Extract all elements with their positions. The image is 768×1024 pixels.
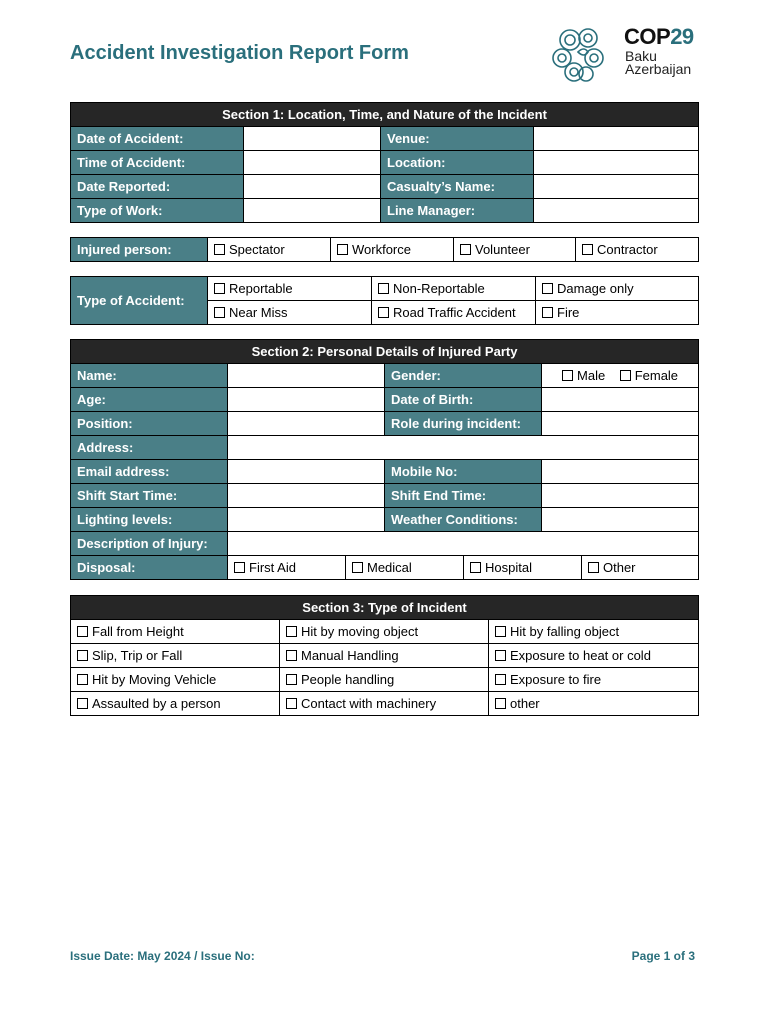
weather-label: Weather Conditions: xyxy=(385,508,542,532)
option-other[interactable] xyxy=(582,556,699,580)
option-people-handling[interactable] xyxy=(280,668,489,692)
gender-label: Gender: xyxy=(385,364,542,388)
checkbox-icon[interactable] xyxy=(542,283,553,294)
option-hit-by-moving-object[interactable] xyxy=(280,620,489,644)
logo-wordmark: COP29 xyxy=(624,24,694,49)
option-label: Near Miss xyxy=(229,305,288,320)
option-label: Exposure to fire xyxy=(510,672,602,687)
venue-field[interactable] xyxy=(534,127,699,151)
option-non-reportable[interactable] xyxy=(372,277,536,301)
swirl-emblem-icon xyxy=(553,29,603,81)
shift-end-label: Shift End Time: xyxy=(385,484,542,508)
name-field[interactable] xyxy=(228,364,385,388)
checkbox-icon[interactable] xyxy=(286,626,297,637)
type-of-work-label: Type of Work: xyxy=(71,199,244,223)
mobile-field[interactable] xyxy=(542,460,699,484)
option-other-incident[interactable] xyxy=(489,692,699,716)
option-male[interactable] xyxy=(562,368,605,383)
checkbox-icon[interactable] xyxy=(352,562,363,573)
shift-end-field[interactable] xyxy=(542,484,699,508)
section2-table xyxy=(70,339,699,556)
injury-description-field[interactable] xyxy=(228,532,699,556)
dob-field[interactable] xyxy=(542,388,699,412)
option-label: Assaulted by a person xyxy=(92,696,221,711)
date-reported-label: Date Reported: xyxy=(71,175,244,199)
option-volunteer[interactable] xyxy=(454,238,576,262)
option-medical[interactable] xyxy=(346,556,464,580)
option-fire[interactable] xyxy=(536,301,699,325)
shift-start-field[interactable] xyxy=(228,484,385,508)
casualty-name-label: Casualty’s Name: xyxy=(381,175,534,199)
injury-description-label: Description of Injury: xyxy=(71,532,228,556)
option-reportable[interactable] xyxy=(208,277,372,301)
checkbox-icon[interactable] xyxy=(286,674,297,685)
option-label: Fall from Height xyxy=(92,624,184,639)
mobile-label: Mobile No: xyxy=(385,460,542,484)
lighting-field[interactable] xyxy=(228,508,385,532)
option-exposure-heat-cold[interactable] xyxy=(489,644,699,668)
option-label: Hit by falling object xyxy=(510,624,620,639)
role-label: Role during incident: xyxy=(385,412,542,436)
injured-person-label: Injured person: xyxy=(71,238,208,262)
option-label: Damage only xyxy=(557,281,634,296)
option-slip-trip-fall[interactable] xyxy=(71,644,280,668)
gender-options xyxy=(542,364,699,388)
checkbox-icon[interactable] xyxy=(214,244,225,255)
option-label: Female xyxy=(634,368,679,383)
option-label: Hit by Moving Vehicle xyxy=(92,672,217,687)
footer-page-number: Page 1 of 3 xyxy=(631,949,695,963)
option-hospital[interactable] xyxy=(464,556,582,580)
option-label: Reportable xyxy=(229,281,293,296)
option-label: Workforce xyxy=(352,242,411,257)
option-fall-from-height[interactable] xyxy=(71,620,280,644)
checkbox-icon[interactable] xyxy=(495,626,506,637)
option-label: Medical xyxy=(367,560,412,575)
accident-type-table xyxy=(70,276,699,325)
disposal-table xyxy=(70,555,699,580)
footer-issue-date: Issue Date: May 2024 / Issue No: xyxy=(70,949,255,963)
option-contractor[interactable] xyxy=(576,238,699,262)
type-of-work-field[interactable] xyxy=(244,199,381,223)
option-label: Contractor xyxy=(597,242,658,257)
checkbox-icon[interactable] xyxy=(495,650,506,661)
role-field[interactable] xyxy=(542,412,699,436)
option-label: Non-Reportable xyxy=(393,281,485,296)
name-label: Name: xyxy=(71,364,228,388)
option-label: Slip, Trip or Fall xyxy=(92,648,183,663)
checkbox-icon[interactable] xyxy=(588,562,599,573)
option-damage-only[interactable] xyxy=(536,277,699,301)
option-hit-by-moving-vehicle[interactable] xyxy=(71,668,280,692)
checkbox-icon[interactable] xyxy=(77,650,88,661)
option-exposure-to-fire[interactable] xyxy=(489,668,699,692)
address-label: Address: xyxy=(71,436,228,460)
option-assaulted[interactable] xyxy=(71,692,280,716)
option-workforce[interactable] xyxy=(331,238,454,262)
shift-start-label: Shift Start Time: xyxy=(71,484,228,508)
checkbox-icon[interactable] xyxy=(470,562,481,573)
option-road-traffic-accident[interactable] xyxy=(372,301,536,325)
date-reported-field[interactable] xyxy=(244,175,381,199)
option-label: Volunteer xyxy=(475,242,530,257)
line-manager-label: Line Manager: xyxy=(381,199,534,223)
age-field[interactable] xyxy=(228,388,385,412)
option-label: Contact with machinery xyxy=(301,696,437,711)
option-hit-by-falling-object[interactable] xyxy=(489,620,699,644)
checkbox-icon[interactable] xyxy=(214,283,225,294)
section3-table xyxy=(70,595,699,716)
option-label: Road Traffic Accident xyxy=(393,305,516,320)
option-label: Hit by moving object xyxy=(301,624,419,639)
checkbox-icon[interactable] xyxy=(77,674,88,685)
logo-city: Baku xyxy=(625,48,657,64)
time-of-accident-label: Time of Accident: xyxy=(71,151,244,175)
option-label: Fire xyxy=(557,305,580,320)
location-label: Location: xyxy=(381,151,534,175)
checkbox-icon[interactable] xyxy=(234,562,245,573)
line-manager-field[interactable] xyxy=(534,199,699,223)
checkbox-icon[interactable] xyxy=(286,698,297,709)
time-of-accident-field[interactable] xyxy=(244,151,381,175)
lighting-label: Lighting levels: xyxy=(71,508,228,532)
option-label: Other xyxy=(603,560,636,575)
type-of-accident-label: Type of Accident: xyxy=(71,277,208,325)
disposal-label: Disposal: xyxy=(71,556,228,580)
page-title: Accident Investigation Report Form xyxy=(70,42,409,64)
age-label: Age: xyxy=(71,388,228,412)
logo-country: Azerbaijan xyxy=(625,61,692,77)
option-label: Spectator xyxy=(229,242,285,257)
option-label: Hospital xyxy=(485,560,532,575)
checkbox-icon[interactable] xyxy=(77,626,88,637)
venue-label: Venue: xyxy=(381,127,534,151)
section2-title: Section 2: Personal Details of Injured Party xyxy=(71,340,699,364)
checkbox-icon[interactable] xyxy=(214,307,225,318)
email-field[interactable] xyxy=(228,460,385,484)
casualty-name-field[interactable] xyxy=(534,175,699,199)
checkbox-icon[interactable] xyxy=(495,698,506,709)
option-label: First Aid xyxy=(249,560,296,575)
checkbox-icon[interactable] xyxy=(378,283,389,294)
option-spectator[interactable] xyxy=(208,238,331,262)
option-label: Male xyxy=(577,368,606,383)
checkbox-icon[interactable] xyxy=(337,244,348,255)
date-of-accident-label: Date of Accident: xyxy=(71,127,244,151)
position-label: Position: xyxy=(71,412,228,436)
option-near-miss[interactable] xyxy=(208,301,372,325)
option-first-aid[interactable] xyxy=(228,556,346,580)
section1-title: Section 1: Location, Time, and Nature of the Incident xyxy=(71,103,699,127)
checkbox-icon[interactable] xyxy=(582,244,593,255)
option-label: Exposure to heat or cold xyxy=(510,648,651,663)
position-field[interactable] xyxy=(228,412,385,436)
email-label: Email address: xyxy=(71,460,228,484)
checkbox-icon[interactable] xyxy=(378,307,389,318)
location-field[interactable] xyxy=(534,151,699,175)
section3-title: Section 3: Type of Incident xyxy=(71,596,699,620)
address-field[interactable] xyxy=(228,436,699,460)
option-label: other xyxy=(510,696,540,711)
option-label: People handling xyxy=(301,672,395,687)
option-female[interactable] xyxy=(620,368,678,383)
option-contact-with-machinery[interactable] xyxy=(280,692,489,716)
checkbox-icon[interactable] xyxy=(620,370,631,381)
option-label: Manual Handling xyxy=(301,648,399,663)
checkbox-icon[interactable] xyxy=(77,698,88,709)
checkbox-icon[interactable] xyxy=(460,244,471,255)
injured-person-table xyxy=(70,237,699,262)
dob-label: Date of Birth: xyxy=(385,388,542,412)
option-manual-handling[interactable] xyxy=(280,644,489,668)
checkbox-icon[interactable] xyxy=(286,650,297,661)
checkbox-icon[interactable] xyxy=(542,307,553,318)
date-of-accident-field[interactable] xyxy=(244,127,381,151)
checkbox-icon[interactable] xyxy=(562,370,573,381)
weather-field[interactable] xyxy=(542,508,699,532)
section1-table xyxy=(70,102,699,223)
checkbox-icon[interactable] xyxy=(495,674,506,685)
